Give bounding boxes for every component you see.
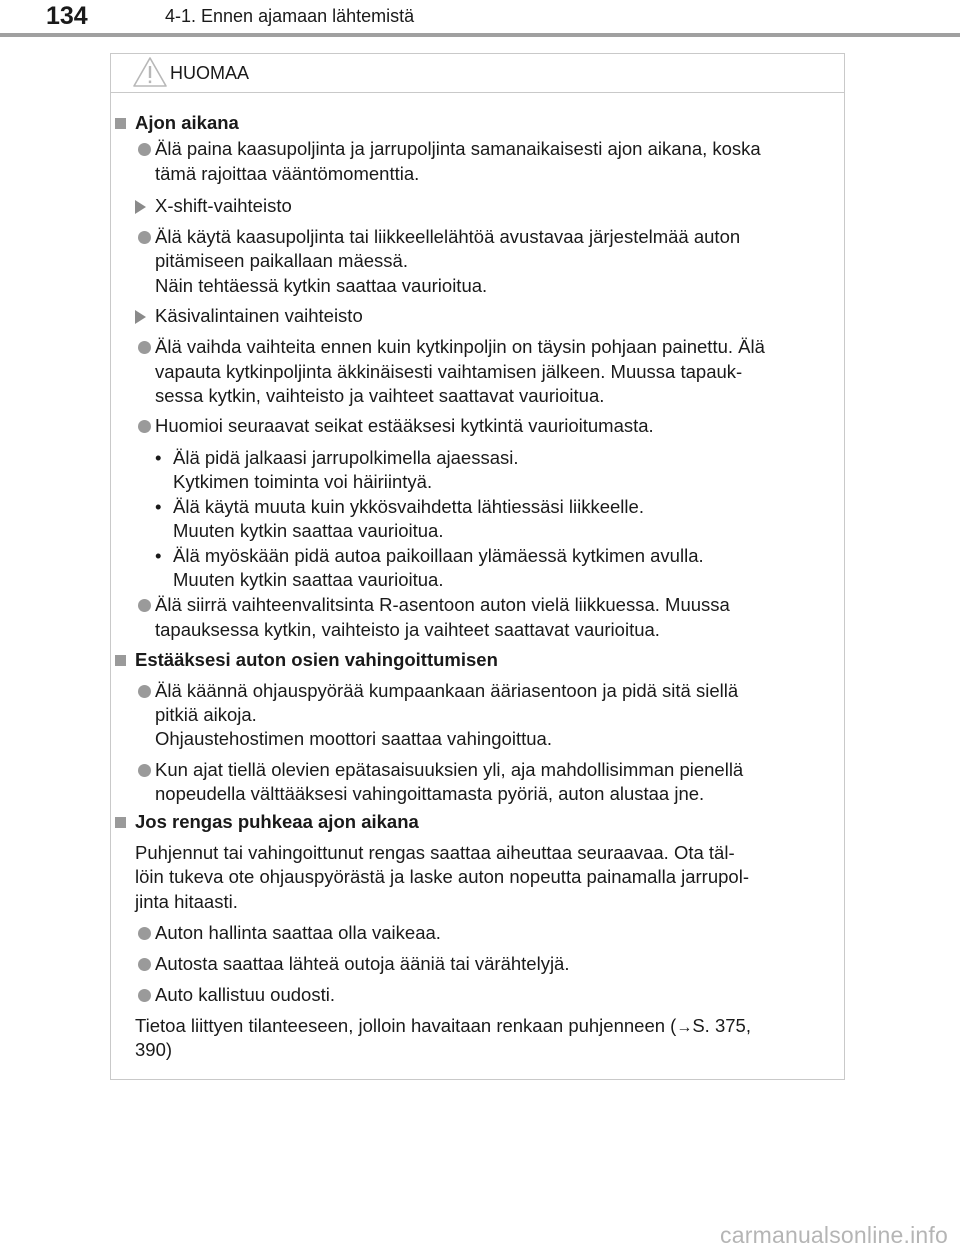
section-marker xyxy=(115,118,126,129)
bullet-dot xyxy=(138,685,151,698)
bullet-dot xyxy=(138,599,151,612)
sub-bullet-text: Älä myöskään pidä autoa paikoillaan ylämäessä kytkimen avulla. xyxy=(173,545,704,566)
bullet-text: pitämiseen paikallaan mäessä. xyxy=(155,250,408,271)
paragraph-text: jinta hitaasti. xyxy=(135,891,238,912)
section-marker xyxy=(115,655,126,666)
bullet-text: Näin tehtäessä kytkin saattaa vaurioitua. xyxy=(155,275,488,296)
bullet-text: tapauksessa kytkin, vaihteisto ja vaihteet saattavat vaurioitua. xyxy=(155,619,660,640)
triangle-marker-icon xyxy=(135,310,146,324)
bullet-text: Autosta saattaa lähteä outoja ääniä tai värähtelyjä. xyxy=(155,953,570,974)
bullet-text: Älä siirrä vaihteenvalitsinta R-asentoon auton vielä liikkuessa. Muussa xyxy=(155,594,730,615)
caution-title: HUOMAA xyxy=(170,63,250,83)
sub-bullet-text: Kytkimen toiminta voi häiriintyä. xyxy=(173,471,433,492)
section-heading: Ajon aikana xyxy=(135,112,239,133)
triangle-marker-icon xyxy=(135,200,146,214)
bullet-dot xyxy=(138,231,151,244)
bullet-dot xyxy=(138,341,151,354)
bullet-text: Huomioi seuraavat seikat estääksesi kytkintä vaurioitumasta. xyxy=(155,415,654,436)
bullet-text: Ohjaustehostimen moottori saattaa vahingoittua. xyxy=(155,728,552,749)
section-heading: Jos rengas puhkeaa ajon aikana xyxy=(135,811,419,832)
bullet-dot xyxy=(138,927,151,940)
sub-bullet: • xyxy=(155,447,162,468)
bullet-text: sessa kytkin, vaihteisto ja vaihteet saattavat vaurioitua. xyxy=(155,385,605,406)
sub-bullet: • xyxy=(155,545,162,566)
caution-header xyxy=(111,54,844,93)
sub-bullet-text: Muuten kytkin saattaa vaurioitua. xyxy=(173,569,444,590)
bullet-text: Älä käännä ohjauspyörää kumpaankaan ääriasentoon ja pidä sitä siellä xyxy=(155,680,739,701)
bullet-dot xyxy=(138,764,151,777)
section-title: 4-1. Ennen ajamaan lähtemistä xyxy=(165,6,415,26)
bullet-text: Auton hallinta saattaa olla vaikeaa. xyxy=(155,922,441,943)
reference-text: 390) xyxy=(135,1039,173,1060)
bullet-text: tämä rajoittaa vääntömomenttia. xyxy=(155,163,420,184)
bullet-dot xyxy=(138,989,151,1002)
bullet-text: Kun ajat tiellä olevien epätasaisuuksien yli, aja mahdollisimman pienellä xyxy=(155,759,744,780)
bullet-dot xyxy=(138,143,151,156)
section-marker xyxy=(115,817,126,828)
page-ref-arrow-icon: → xyxy=(676,1019,693,1036)
sub-bullet-text: Älä käytä muuta kuin ykkösvaihdetta lähtiessäsi liikkeelle. xyxy=(173,496,644,517)
reference-text-part: Tietoa liittyen tilanteeseen, jolloin havaitaan renkaan puhjenneen ( xyxy=(135,1015,677,1036)
reference-text xyxy=(135,1014,751,1041)
bullet-dot xyxy=(138,420,151,433)
sub-bullet-text: Älä pidä jalkaasi jarrupolkimella ajaessasi. xyxy=(173,447,519,468)
bullet-text: Älä paina kaasupoljinta ja jarrupoljinta samanaikaisesti ajon aikana, koska xyxy=(155,138,761,159)
subheading: Käsivalintainen vaihteisto xyxy=(155,305,363,326)
bullet-text: nopeudella välttääksesi vahingoittamasta pyöriä, auton alustaa jne. xyxy=(155,783,705,804)
page-reference-link[interactable]: S. 375, xyxy=(692,1015,751,1036)
bullet-text: vapauta kytkinpoljinta äkkinäisesti vaihtamisen jälkeen. Muussa tapauk- xyxy=(155,361,743,382)
section-heading: Estääksesi auton osien vahingoittumisen xyxy=(135,649,498,670)
paragraph-text: Puhjennut tai vahingoittunut rengas saattaa aiheuttaa seuraavaa. Ota täl- xyxy=(135,842,735,863)
bullet-text: Älä käytä kaasupoljinta tai liikkeellelähtöä avustavaa järjestelmää auton xyxy=(155,226,741,247)
page-header xyxy=(0,0,960,40)
sub-bullet: • xyxy=(155,496,162,517)
paragraph-text: löin tukeva ote ohjauspyörästä ja laske auton nopeutta painamalla jarrupol- xyxy=(135,866,749,887)
warning-triangle-icon xyxy=(132,56,168,88)
header-rule xyxy=(0,33,960,37)
bullet-text: Auto kallistuu oudosti. xyxy=(155,984,335,1005)
bullet-dot xyxy=(138,958,151,971)
bullet-text: Älä vaihda vaihteita ennen kuin kytkinpoljin on täysin pohjaan painettu. Älä xyxy=(155,336,765,357)
watermark: carmanualsonline.info xyxy=(720,1222,948,1248)
page-number: 134 xyxy=(46,2,88,30)
subheading: X-shift-vaihteisto xyxy=(155,195,292,216)
bullet-text: pitkiä aikoja. xyxy=(155,704,257,725)
sub-bullet-text: Muuten kytkin saattaa vaurioitua. xyxy=(173,520,444,541)
caution-box xyxy=(110,53,845,1080)
